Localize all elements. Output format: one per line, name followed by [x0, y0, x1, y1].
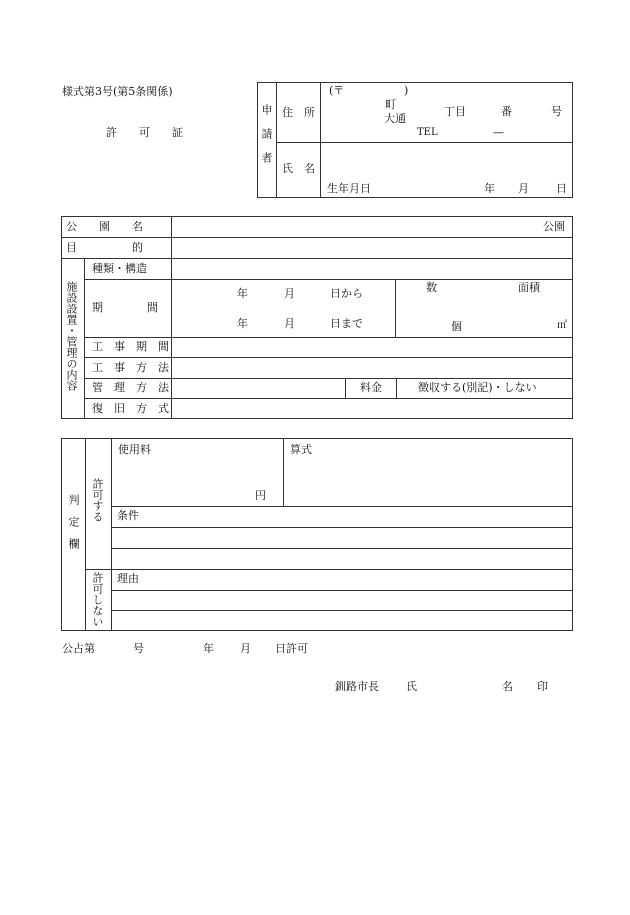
park-name-label: 公 園 名: [66, 220, 143, 233]
restoration-label: 復 旧 方 式: [92, 402, 169, 415]
permit-date-label: 日許可: [275, 642, 308, 655]
address-label: 住 所: [282, 106, 315, 119]
reason-label: 理由: [117, 572, 139, 585]
unit-ko: 個: [451, 320, 462, 333]
birthdate-label: 生年月日: [327, 182, 371, 195]
divider: [395, 279, 396, 337]
divider: [171, 216, 172, 419]
divider: [283, 438, 284, 506]
address-ban: 番: [501, 105, 512, 118]
park-name-suffix: 公園: [543, 220, 565, 233]
page-title: 許 可 証: [106, 126, 183, 139]
postal-close: ): [404, 84, 409, 97]
divider: [85, 438, 86, 631]
management-method-label: 管 理 方 法: [92, 381, 169, 394]
address-go: 号: [551, 105, 562, 118]
permit-year: 年: [203, 642, 214, 655]
divider: [111, 610, 573, 611]
form-number-label: 様式第3号(第5条関係): [62, 85, 173, 98]
construction-period-label: 工 事 期 間: [92, 340, 169, 353]
quantity-label: 数: [426, 281, 437, 294]
conditions-label: 条件: [117, 509, 139, 522]
judgment-label: 判 定 欄: [67, 494, 80, 549]
usage-fee-label: 使用料: [118, 443, 151, 456]
divider: [84, 378, 573, 379]
divider: [396, 378, 397, 398]
construction-method-label: 工 事 方 法: [92, 361, 169, 374]
divider: [61, 258, 573, 259]
yen-label: 円: [255, 489, 266, 502]
fee-value: 徴収する(別記)・しない: [418, 381, 537, 394]
purpose-label: 目 的: [66, 241, 143, 254]
divider: [85, 569, 573, 570]
permit-month: 月: [240, 642, 251, 655]
birth-day: 日: [556, 182, 567, 195]
divider: [84, 279, 573, 280]
applicant-box: [257, 82, 573, 198]
area-label: 面積: [518, 281, 540, 294]
deny-label: 許可しない: [91, 572, 104, 627]
divider: [345, 378, 346, 398]
address-chome: 丁目: [444, 105, 466, 118]
period-to-year: 年: [237, 317, 248, 330]
divider: [111, 438, 112, 631]
divider: [276, 82, 277, 198]
type-structure-label: 種類・構造: [92, 262, 147, 275]
applicant-label: 申請者: [260, 104, 273, 176]
mayor-given-name-label: 名: [502, 680, 513, 693]
period-label: 期 間: [92, 301, 158, 314]
fee-label: 料金: [360, 381, 382, 394]
divider: [84, 337, 573, 338]
permit-label: 許可する: [91, 478, 104, 522]
tel-dash: —: [493, 126, 504, 139]
permit-number-suffix: 号: [133, 642, 144, 655]
tel-label: TEL: [417, 127, 438, 138]
divider: [84, 398, 573, 399]
divider: [61, 237, 573, 238]
seal-label: 印: [537, 680, 548, 693]
divider: [111, 506, 573, 507]
divider: [84, 357, 573, 358]
period-from-day: 日から: [330, 287, 363, 300]
birth-year: 年: [484, 182, 495, 195]
formula-label: 算式: [290, 443, 312, 456]
divider: [111, 548, 573, 549]
period-from-year: 年: [237, 287, 248, 300]
section-label: 施設設置・管理の内容: [65, 281, 78, 391]
name-label: 氏 名: [282, 162, 315, 175]
period-from-month: 月: [284, 287, 295, 300]
mayor-label: 釧路市長: [335, 680, 379, 693]
divider: [111, 590, 573, 591]
judgment-table: [61, 438, 573, 631]
postal-open: (〒: [329, 84, 345, 97]
address-odori: 大通: [384, 112, 406, 125]
mayor-surname-label: 氏: [406, 680, 417, 693]
permit-number-prefix: 公占第: [62, 642, 95, 655]
period-to-month: 月: [284, 317, 295, 330]
divider: [276, 142, 573, 143]
divider: [111, 527, 573, 528]
address-machi: 町: [385, 98, 396, 111]
divider: [84, 258, 85, 419]
unit-m2: ㎡: [557, 320, 567, 331]
period-to-day: 日まで: [330, 317, 363, 330]
birth-month: 月: [518, 182, 529, 195]
divider: [320, 82, 321, 198]
